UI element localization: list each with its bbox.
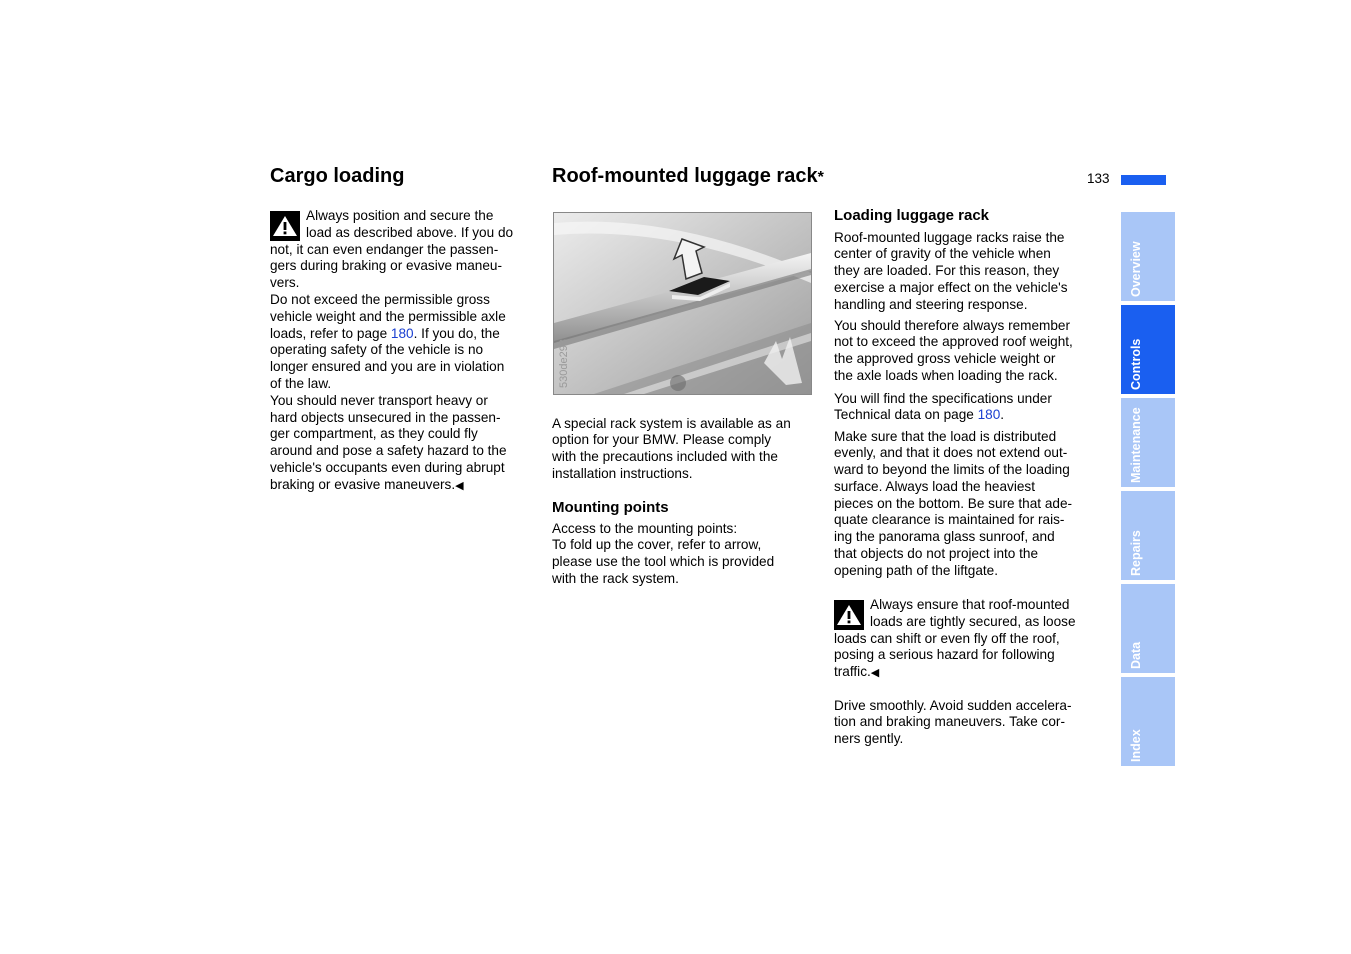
warning-text-right: [870, 597, 1110, 631]
text-line: that objects do not project into the: [834, 546, 1039, 562]
text-line: pieces on the bottom. Be sure that ade-: [834, 495, 1073, 511]
rack-para-3: [834, 391, 1109, 425]
tab-label: Data: [1129, 641, 1143, 669]
text-line: vers.: [270, 275, 300, 291]
text-line: Drive smoothly. Avoid sudden accelera-: [834, 697, 1072, 713]
rack-para-1: [834, 230, 1109, 314]
text-line: braking or evasive maneuvers.◀: [270, 476, 464, 492]
tab-overview[interactable]: [1121, 212, 1175, 301]
text-line: To fold up the cover, refer to arrow,: [552, 537, 762, 553]
text-line: opening path of the liftgate.: [834, 562, 999, 578]
tab-index[interactable]: [1121, 677, 1175, 766]
text-line: loads can shift or even fly off the roof,: [834, 630, 1060, 646]
text-line: around and pose a safety hazard to the: [270, 443, 507, 459]
text-line: Always ensure that roof-mounted: [870, 597, 1070, 612]
text-line: hard objects unsecured in the passen-: [270, 409, 501, 425]
text-line: evenly, and that it does not extend out-: [834, 445, 1068, 461]
text-line: Access to the mounting points:: [552, 520, 738, 536]
text-line: not, it can even endanger the passen-: [270, 241, 499, 257]
text-line: they are loaded. For this reason, they: [834, 263, 1060, 279]
tab-label: Overview: [1129, 241, 1143, 297]
figure-code: 530de293: [558, 339, 570, 388]
text-line: You should never transport heavy or: [270, 392, 488, 408]
tab-controls[interactable]: [1121, 305, 1175, 394]
rack-para-4: [834, 429, 1109, 580]
text-line: ners gently.: [834, 731, 904, 747]
page-link-180[interactable]: 180: [390, 325, 414, 341]
roof-rack-illustration: [553, 212, 812, 395]
text-line-with-ref: loads, refer to page 180. If you do, the: [270, 325, 500, 341]
tab-label: Controls: [1129, 338, 1143, 390]
text-line: A special rack system is available as an: [552, 415, 791, 431]
warning-text-right-rest: [834, 631, 1109, 682]
heading-mounting-points: Mounting points: [552, 499, 669, 516]
text-line-with-ref: Technical data on page 180.: [834, 407, 1005, 423]
text-line: exercise a major effect on the vehicle's: [834, 279, 1068, 295]
text-line: of the law.: [270, 375, 332, 391]
section-title-roof-rack: Roof-mounted luggage rack*: [552, 165, 824, 187]
tab-data[interactable]: [1121, 584, 1175, 673]
text-line: ger compartment, as they could fly: [270, 426, 478, 442]
tab-label: Repairs: [1129, 530, 1143, 576]
text-line: You should therefore always remember: [834, 317, 1071, 333]
text-line: quate clearance is maintained for rais-: [834, 512, 1065, 528]
page-link-180[interactable]: 180: [977, 407, 1001, 423]
text-line: operating safety of the vehicle is no: [270, 342, 484, 358]
text-line: with the precautions included with the: [552, 449, 778, 465]
warning-icon: [270, 211, 300, 241]
text-line: tion and braking maneuvers. Take cor-: [834, 714, 1065, 730]
warning-text-left: [306, 208, 546, 242]
text-line: Roof-mounted luggage racks raise the: [834, 229, 1065, 245]
text-line: with the rack system.: [552, 570, 679, 586]
tab-repairs[interactable]: [1121, 491, 1175, 580]
cargo-body: [270, 242, 545, 495]
text-line: center of gravity of the vehicle when: [834, 246, 1051, 262]
text-line: posing a serious hazard for following: [834, 647, 1055, 663]
text-line: vehicle weight and the permissible axle: [270, 308, 506, 324]
section-title-cargo-loading: Cargo loading: [270, 165, 405, 187]
text-line: ward to beyond the limits of the loading: [834, 462, 1070, 478]
tab-label: Maintenance: [1129, 407, 1143, 483]
end-mark-icon: ◀: [455, 479, 464, 492]
text-line: load as described above. If you do: [306, 224, 514, 240]
rack-para-2: [834, 318, 1109, 385]
warning-icon: [834, 600, 864, 630]
text-line: please use the tool which is provided: [552, 554, 775, 570]
text-line: longer ensured and you are in violation: [270, 359, 505, 375]
text-line: not to exceed the approved roof weight,: [834, 334, 1073, 350]
text-line: You will find the specifications under: [834, 390, 1052, 406]
page-number: 133: [1087, 171, 1110, 186]
roof-rack-drawing: [554, 213, 811, 394]
mounting-text: [552, 521, 827, 588]
text-line: Always position and secure the: [306, 208, 494, 223]
text-line: Make sure that the load is distributed: [834, 428, 1057, 444]
page-marker: [1121, 175, 1166, 185]
rack-intro: [552, 416, 827, 483]
text-line: loads are tightly secured, as loose: [870, 613, 1076, 629]
text-line: traffic.◀: [834, 664, 880, 680]
text-line: option for your BMW. Please comply: [552, 432, 772, 448]
text-line: the axle loads when loading the rack.: [834, 367, 1058, 383]
end-mark-icon: ◀: [870, 667, 880, 680]
text-line: handling and steering response.: [834, 296, 1028, 312]
tab-maintenance[interactable]: [1121, 398, 1175, 487]
text-line: surface. Always load the heaviest: [834, 478, 1035, 494]
heading-loading-luggage-rack: Loading luggage rack: [834, 207, 990, 224]
text-line: installation instructions.: [552, 465, 693, 481]
text-line: vehicle's occupants even during abrupt: [270, 459, 505, 475]
text-line: the approved gross vehicle weight or: [834, 351, 1056, 367]
tab-label: Index: [1129, 729, 1143, 762]
text-line: Do not exceed the permissible gross: [270, 291, 490, 307]
rack-para-5: [834, 698, 1109, 748]
text-line: ing the panorama glass sunroof, and: [834, 529, 1055, 545]
text-line: gers during braking or evasive maneu-: [270, 258, 502, 274]
